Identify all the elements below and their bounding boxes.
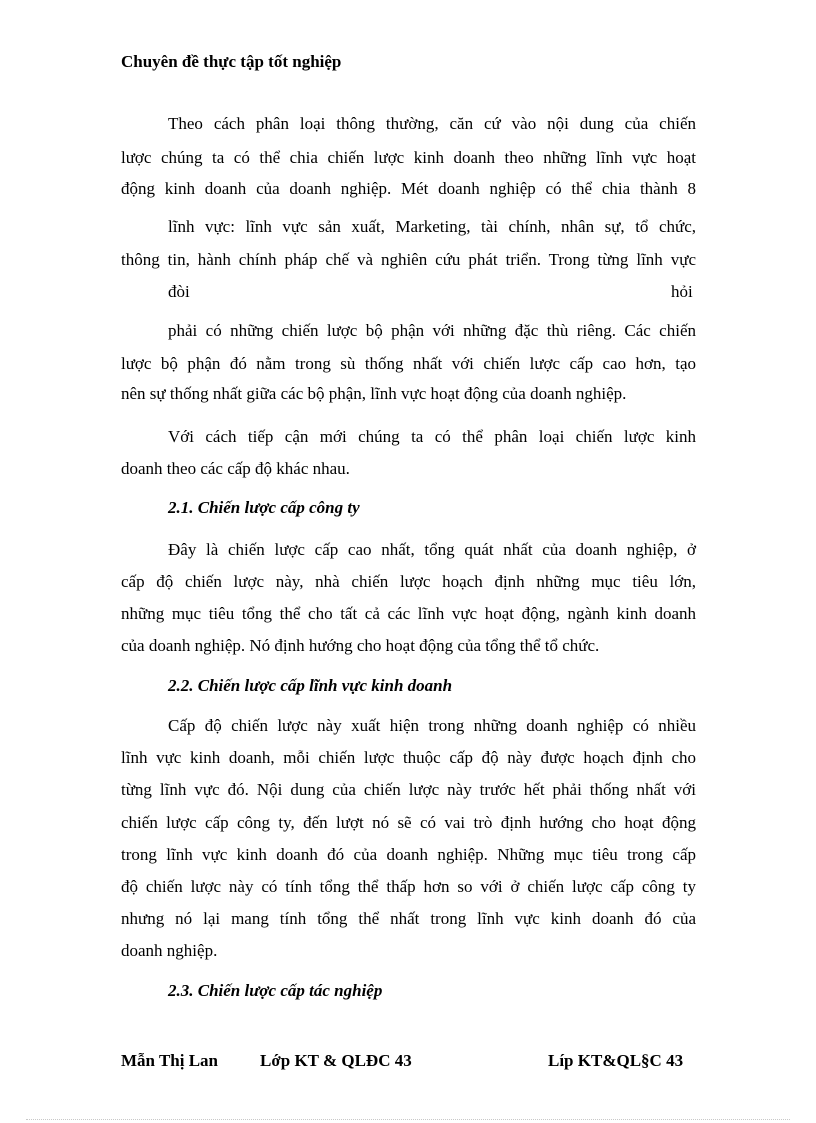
paragraph-line: hỏi — [671, 282, 693, 301]
page-header-title: Chuyên đề thực tập tốt nghiệp — [121, 52, 342, 71]
footer-class-right: Líp KT&QL§C 43 — [548, 1051, 684, 1070]
paragraph-line: những mục tiêu tổng thể cho tất cả các lĩnh vực hoạt động, ngành kinh doanh — [121, 604, 696, 623]
footer-class-left: Lớp KT & QLĐC 43 — [260, 1051, 412, 1070]
paragraph-line: cấp độ chiến lược này, nhà chiến lược hoạch định những mục tiêu lớn, — [121, 572, 696, 591]
paragraph-line: Với cách tiếp cận mới chúng ta có thể phân loại chiến lược kinh — [168, 427, 696, 446]
paragraph-line: lược bộ phận đó nằm trong sù thống nhất với chiến lược cấp cao hơn, tạo — [121, 354, 696, 373]
paragraph-line: nên sự thống nhất giữa các bộ phận, lĩnh vực hoạt động của doanh nghiệp. — [121, 384, 627, 403]
paragraph-line: chiến lược cấp công ty, đến lượt nó sẽ có vai trò định hướng cho hoạt động — [121, 813, 696, 832]
paragraph-line: nhưng nó lại mang tính tổng thể nhất trong lĩnh vực kinh doanh đó của — [121, 909, 696, 928]
footer-author: Mẫn Thị Lan — [121, 1051, 219, 1070]
paragraph-line: doanh theo các cấp độ khác nhau. — [121, 459, 350, 478]
paragraph-line: lĩnh vực kinh doanh, mỗi chiến lược thuộc cấp độ này được hoạch định cho — [121, 748, 696, 767]
paragraph-line: độ chiến lược này có tính tổng thể thấp hơn so với ở chiến lược cấp công ty — [121, 877, 696, 896]
paragraph-line: từng lĩnh vực đó. Nội dung của chiến lược này trước hết phải thống nhất với — [121, 780, 696, 799]
section-heading-2-3: 2.3. Chiến lược cấp tác nghiệp — [168, 981, 383, 1000]
paragraph-line: Theo cách phân loại thông thường, căn cứ vào nội dung của chiến — [168, 114, 696, 133]
paragraph-line: lĩnh vực: lĩnh vực sản xuất, Marketing, tài chính, nhân sự, tổ chức, — [168, 217, 696, 236]
page-bottom-divider — [26, 1119, 790, 1120]
section-heading-2-2: 2.2. Chiến lược cấp lĩnh vực kinh doanh — [168, 676, 453, 695]
paragraph-line: doanh nghiệp. — [121, 941, 218, 960]
paragraph-line: đòi — [168, 282, 190, 301]
paragraph-line: thông tin, hành chính pháp chế và nghiên cứu phát triển. Trong từng lĩnh vực — [121, 250, 696, 269]
paragraph-line: Cấp độ chiến lược này xuất hiện trong những doanh nghiệp có nhiều — [168, 716, 696, 735]
paragraph-line: trong lĩnh vực kinh doanh đó của doanh nghiệp. Những mục tiêu trong cấp — [121, 845, 696, 864]
paragraph-line: của doanh nghiệp. Nó định hướng cho hoạt động của tổng thể tổ chức. — [121, 636, 600, 655]
paragraph-line: phải có những chiến lược bộ phận với những đặc thù riêng. Các chiến — [168, 321, 696, 340]
paragraph-line: lược chúng ta có thể chia chiến lược kinh doanh theo những lĩnh vực hoạt — [121, 148, 696, 167]
section-heading-2-1: 2.1. Chiến lược cấp công ty — [168, 498, 360, 517]
paragraph-line: Đây là chiến lược cấp cao nhất, tổng quát nhất của doanh nghiệp, ở — [168, 540, 696, 559]
paragraph-line: động kinh doanh của doanh nghiệp. Mét doanh nghiệp có thể chia thành 8 — [121, 179, 696, 198]
